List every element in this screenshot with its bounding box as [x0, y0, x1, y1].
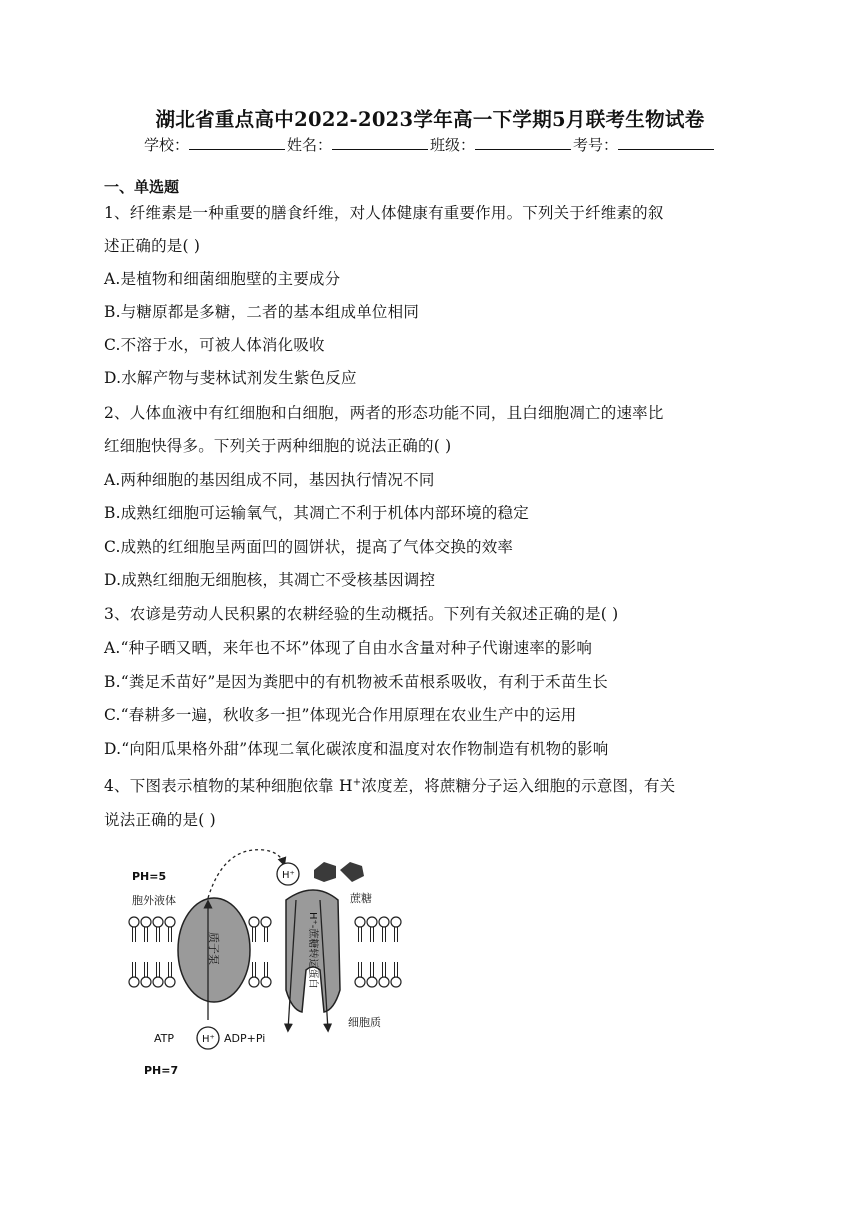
q1-stem-line-2: 述正确的是( ): [104, 237, 201, 255]
q2-option-a: A.两种细胞的基因组成不同，基因执行情况不同: [104, 471, 435, 489]
adp-label: ADP+Pi: [224, 1032, 266, 1045]
proton-flow-arc: [208, 850, 284, 898]
outside-fluid-label: 胞外液体: [132, 894, 176, 907]
q3-option-d: D.“向阳瓜果格外甜”体现二氧化碳浓度和温度对农作物制造有机物的影响: [104, 740, 609, 758]
section-title: 一、单选题: [104, 178, 180, 196]
q3-option-c: C.“春耕多一遍，秋收多一担”体现光合作用原理在农业生产中的运用: [104, 706, 577, 724]
transporter-label: H⁺-蔗糖转运蛋白: [307, 912, 318, 989]
q1-option-c: C.不溶于水，可被人体消化吸收: [104, 336, 325, 354]
q4-stem-part-a: 4、下图表示植物的某种细胞依靠 H: [104, 777, 353, 795]
name-label: 姓名：: [286, 136, 332, 154]
q4-stem-superscript: +: [352, 776, 362, 788]
school-label: 学校：: [143, 136, 189, 154]
ph-outside-label: PH=5: [132, 870, 167, 883]
name-blank[interactable]: [332, 135, 428, 150]
class-label: 班级：: [430, 136, 476, 154]
exam-no-blank[interactable]: [618, 135, 714, 150]
q1-option-b: B.与糖原都是多糖，二者的基本组成单位相同: [104, 303, 420, 321]
q2-stem-line-2: 红细胞快得多。下列关于两种细胞的说法正确的( ): [104, 437, 452, 455]
membrane-transport-figure: [124, 840, 424, 1080]
exam-no-label: 考号：: [573, 136, 619, 154]
student-info-line: [0, 134, 860, 155]
ph-inside-label: PH=7: [144, 1064, 179, 1077]
school-blank[interactable]: [189, 135, 285, 150]
atp-label: ATP: [154, 1032, 175, 1045]
q4-stem-part-b: 浓度差，将蔗糖分子运入细胞的示意图，有关: [361, 777, 676, 795]
sucrose-molecule: [314, 862, 364, 882]
q1-option-d: D.水解产物与斐林试剂发生紫色反应: [104, 369, 357, 387]
cytoplasm-label: 细胞质: [348, 1016, 381, 1029]
q4-stem-line-1: [104, 774, 675, 796]
lipid-bilayer: [129, 917, 401, 987]
q3-option-b: B.“粪足禾苗好”是因为粪肥中的有机物被禾苗根系吸收，有利于禾苗生长: [104, 673, 608, 691]
q3-option-a: A.“种子晒又晒，来年也不坏”体现了自由水含量对种子代谢速率的影响: [104, 639, 593, 657]
q2-option-b: B.成熟红细胞可运输氧气，其凋亡不利于机体内部环境的稳定: [104, 504, 529, 522]
q2-stem-line-1: 2、人体血液中有红细胞和白细胞，两者的形态功能不同，且白细胞凋亡的速率比: [104, 404, 664, 422]
q1-stem-line-1: 1、纤维素是一种重要的膳食纤维，对人体健康有重要作用。下列关于纤维素的叙: [104, 204, 664, 222]
q1-option-a: A.是植物和细菌细胞壁的主要成分: [104, 270, 341, 288]
q2-option-d: D.成熟红细胞无细胞核，其凋亡不受核基因调控: [104, 571, 436, 589]
q4-stem-line-2: 说法正确的是( ): [104, 811, 216, 829]
class-blank[interactable]: [475, 135, 571, 150]
proton-pump-label: 质子泵: [207, 932, 220, 965]
h-ion-inside-label: H⁺: [202, 1034, 215, 1045]
q2-option-c: C.成熟的红细胞呈两面凹的圆饼状，提高了气体交换的效率: [104, 538, 514, 556]
q3-stem-line-1: 3、农谚是劳动人民积累的农耕经验的生动概括。下列有关叙述正确的是( ): [104, 605, 619, 623]
sucrose-label: 蔗糖: [350, 892, 372, 905]
exam-title: 湖北省重点高中2022-2023学年高一下学期5月联考生物试卷: [155, 108, 705, 131]
h-ion-outside-label: H⁺: [282, 870, 295, 881]
